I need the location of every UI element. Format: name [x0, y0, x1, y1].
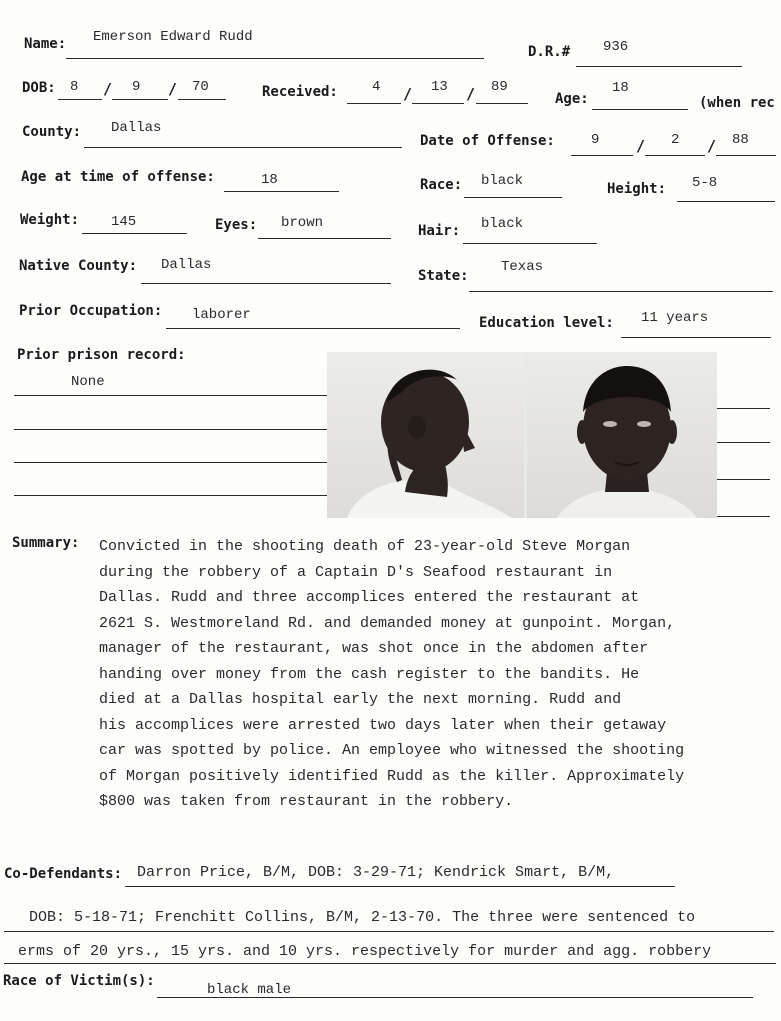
native-county-label: Native County:: [19, 258, 138, 274]
prior-record-line: [717, 442, 770, 443]
height-line: [677, 201, 775, 202]
state-value: Texas: [501, 259, 544, 275]
prior-record-line: [717, 479, 770, 480]
co-defendants-line-1: Darron Price, B/M, DOB: 3-29-71; Kendrick Smart, B/M,: [137, 864, 615, 881]
age-line: [592, 109, 688, 110]
name-line: [66, 58, 484, 59]
age-at-offense-label: Age at time of offense:: [21, 169, 215, 185]
dob-month-line: [58, 99, 102, 100]
native-county-value: Dallas: [161, 257, 212, 273]
weight-line: [82, 233, 187, 234]
received-day-value: 13: [431, 79, 448, 95]
dr-number-value: 936: [603, 39, 629, 55]
dob-separator: /: [168, 80, 178, 98]
weight-label: Weight:: [20, 212, 80, 228]
prior-prison-record-label: Prior prison record:: [17, 347, 186, 363]
offense-month-line: [571, 155, 633, 156]
prior-occupation-line: [166, 328, 460, 329]
race-of-victims-label: Race of Victim(s):: [3, 973, 155, 989]
offense-year-value: 88: [732, 132, 749, 148]
race-of-victims-value: black male: [207, 982, 292, 998]
hair-line: [463, 243, 597, 244]
mugshot-photo: [327, 352, 717, 518]
co-defendants-line: [4, 963, 776, 964]
offense-year-line: [716, 155, 776, 156]
eyes-label: Eyes:: [215, 217, 258, 233]
dob-year-line: [178, 99, 226, 100]
dob-separator: /: [103, 80, 113, 98]
dob-year-value: 70: [192, 79, 209, 95]
native-county-line: [141, 283, 391, 284]
weight-value: 145: [111, 214, 137, 230]
co-defendants-line-2: DOB: 5-18-71; Frenchitt Collins, B/M, 2-13-70. The three were sentenced to: [29, 909, 696, 926]
prior-occupation-value: laborer: [192, 307, 251, 323]
race-label: Race:: [420, 177, 463, 193]
summary-label: Summary:: [12, 535, 80, 551]
dr-number-line: [576, 66, 742, 67]
co-defendants-line: [4, 931, 774, 932]
offense-separator: /: [707, 137, 717, 155]
height-value: 5-8: [692, 175, 718, 191]
prior-record-line: [14, 462, 327, 463]
name-value: Emerson Edward Rudd: [93, 29, 253, 45]
received-label: Received:: [262, 84, 338, 100]
county-label: County:: [22, 124, 82, 140]
received-year-value: 89: [491, 79, 508, 95]
race-line: [464, 197, 562, 198]
age-at-offense-value: 18: [261, 172, 278, 188]
age-label: Age:: [555, 91, 589, 107]
dob-day-line: [112, 99, 168, 100]
dob-label: DOB:: [22, 80, 56, 96]
co-defendants-label: Co-Defendants:: [4, 866, 123, 882]
prior-record-line: [14, 495, 327, 496]
offense-day-line: [645, 155, 705, 156]
name-label: Name:: [24, 36, 67, 52]
eyes-line: [258, 238, 391, 239]
date-of-offense-label: Date of Offense:: [420, 133, 555, 149]
education-level-label: Education level:: [479, 315, 614, 331]
frontal-photo: [527, 352, 717, 518]
prior-record-line: [14, 395, 327, 396]
received-separator: /: [403, 85, 413, 103]
received-month-value: 4: [372, 79, 381, 95]
education-level-line: [621, 337, 771, 338]
hair-value: black: [481, 216, 524, 232]
profile-photo: [327, 352, 524, 518]
prior-record-line: [14, 429, 327, 430]
hair-label: Hair:: [418, 223, 461, 239]
dr-number-label: D.R.#: [528, 44, 571, 60]
education-level-value: 11 years: [641, 310, 709, 326]
prior-record-line: [717, 516, 770, 517]
dob-day-value: 9: [132, 79, 141, 95]
prior-occupation-label: Prior Occupation:: [19, 303, 163, 319]
offense-month-value: 9: [591, 132, 600, 148]
when-received-note: (when rec: [699, 95, 775, 111]
dob-month-value: 8: [70, 79, 79, 95]
prior-prison-record-value: None: [71, 374, 105, 390]
received-year-line: [476, 103, 528, 104]
prior-record-line: [717, 408, 770, 409]
co-defendants-line: [125, 886, 675, 887]
co-defendants-line-3: erms of 20 yrs., 15 yrs. and 10 yrs. respectively for murder and agg. robbery: [18, 943, 712, 960]
age-value: 18: [612, 80, 629, 96]
offense-day-value: 2: [671, 132, 680, 148]
offense-separator: /: [636, 137, 646, 155]
county-line: [84, 147, 402, 148]
height-label: Height:: [607, 181, 667, 197]
state-line: [469, 291, 773, 292]
race-value: black: [481, 173, 524, 189]
summary-text: Convicted in the shooting death of 23-year-old Steve Morgan during the robbery of a Captain D's Seafood restaurant in Dallas. Rudd and three accomplices entered the restaurant at 2621 S. Westmoreland Rd. and demanded money at gunpoint. Morgan, manager of the restaurant, was shot once in the abdomen after handing over money from the cash register to the bandits. He died at a Dallas hospital early the next morning. Rudd and his accomplices were arrested two days later when their getaway car was spotted by police. An employee who witnessed the shooting of Morgan positively identified Rudd as the killer. Approximately $800 was taken from restaurant in the robbery.: [99, 538, 685, 810]
age-at-offense-line: [224, 191, 339, 192]
county-value: Dallas: [111, 120, 162, 136]
received-day-line: [412, 103, 464, 104]
state-label: State:: [418, 268, 469, 284]
received-month-line: [347, 103, 401, 104]
received-separator: /: [466, 85, 476, 103]
eyes-value: brown: [281, 215, 324, 231]
